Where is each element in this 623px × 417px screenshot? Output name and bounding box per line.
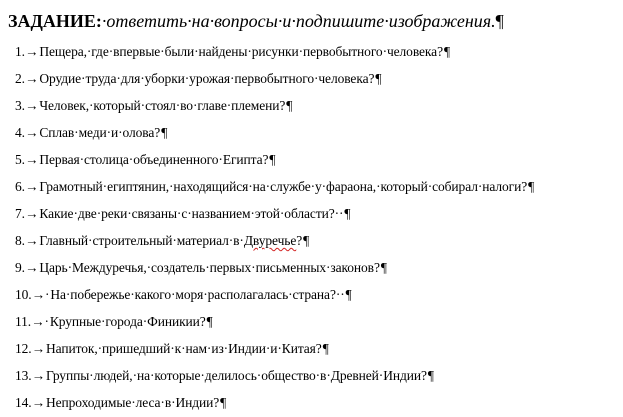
tab-arrow-mark: → <box>24 179 39 194</box>
question-text: Напиток,·пришедший·к·нам·из·Индии·и·Китая? <box>45 341 322 356</box>
task-instruction: ·ответить·на·вопросы·и·подпишите·изображения. <box>101 11 496 31</box>
tab-arrow-mark: → <box>24 152 39 167</box>
question-text: Орудие·труда·для·уборки·урожая·первобытного·человека? <box>39 71 375 86</box>
tab-arrow-mark: → <box>24 125 39 140</box>
question-text-end: ? <box>296 233 303 248</box>
question-number: 14. <box>15 395 32 410</box>
question-number: 2. <box>15 71 25 86</box>
pilcrow-mark: ¶ <box>161 125 168 140</box>
question-item <box>15 335 620 362</box>
question-text: Крупные·города·Финикии? <box>49 314 206 329</box>
pilcrow-mark: ¶ <box>528 179 535 194</box>
question-text: Какие·две·реки·связаны·с·названием·этой·области?·· <box>39 206 344 221</box>
pilcrow-mark: ¶ <box>220 395 227 410</box>
question-list <box>15 38 620 416</box>
question-item <box>15 254 620 281</box>
question-number: 10. <box>15 287 32 302</box>
question-number: 7. <box>15 206 25 221</box>
question-number: 8. <box>15 233 25 248</box>
question-item <box>15 362 620 389</box>
question-number: 1. <box>15 44 25 59</box>
question-item <box>15 146 620 173</box>
question-text: Сплав·меди·и·олова? <box>39 125 161 140</box>
spellcheck-flagged-word: Двуречье <box>243 233 297 248</box>
tab-arrow-mark: → <box>24 233 39 248</box>
question-text: Первая·столица·объединенного·Египта? <box>39 152 269 167</box>
task-heading <box>8 9 504 33</box>
question-number: 4. <box>15 125 25 140</box>
pilcrow-mark: ¶ <box>495 11 504 31</box>
question-number: 5. <box>15 152 25 167</box>
question-item <box>15 119 620 146</box>
tab-arrow-mark: → <box>24 71 39 86</box>
question-text: Группы·людей,·на·которые·делилось·общество·в·Древней·Индии? <box>45 368 427 383</box>
question-number: 12. <box>15 341 32 356</box>
tab-arrow-mark: → <box>31 395 45 410</box>
pilcrow-mark: ¶ <box>286 98 293 113</box>
question-number: 9. <box>15 260 25 275</box>
question-number: 11. <box>15 314 32 329</box>
tab-arrow-mark: →· <box>31 287 50 302</box>
question-text: Грамотный·египтянин,·находящийся·на·службе·у·фараона,·который·собирал·налоги? <box>39 179 528 194</box>
question-text: На·побережье·какого·моря·располагалась·страна?·· <box>50 287 345 302</box>
tab-arrow-mark: → <box>24 260 39 275</box>
pilcrow-mark: ¶ <box>206 314 213 329</box>
question-item <box>15 38 620 65</box>
question-text: Человек,·который·стоял·во·главе·племени? <box>39 98 286 113</box>
question-number: 6. <box>15 179 25 194</box>
question-item <box>15 173 620 200</box>
tab-arrow-mark: →· <box>31 314 49 329</box>
question-item <box>15 200 620 227</box>
question-number: 13. <box>15 368 32 383</box>
pilcrow-mark: ¶ <box>427 368 434 383</box>
question-item <box>15 65 620 92</box>
question-item <box>15 308 620 335</box>
pilcrow-mark: ¶ <box>303 233 310 248</box>
tab-arrow-mark: → <box>31 368 45 383</box>
pilcrow-mark: ¶ <box>344 206 351 221</box>
question-item <box>15 227 620 254</box>
question-text: Царь·Междуречья,·создатель·первых·письменных·законов? <box>39 260 380 275</box>
question-number: 3. <box>15 98 25 113</box>
pilcrow-mark: ¶ <box>269 152 276 167</box>
question-text: Пещера,·где·впервые·были·найдены·рисунки·первобытного·человека? <box>39 44 443 59</box>
pilcrow-mark: ¶ <box>375 71 382 86</box>
question-item <box>15 281 620 308</box>
pilcrow-mark: ¶ <box>380 260 387 275</box>
pilcrow-mark: ¶ <box>345 287 352 302</box>
tab-arrow-mark: → <box>24 206 39 221</box>
task-label: ЗАДАНИЕ: <box>8 11 102 31</box>
tab-arrow-mark: → <box>31 341 45 356</box>
question-item <box>15 389 620 416</box>
question-text: Непроходимые·леса·в·Индии? <box>45 395 220 410</box>
pilcrow-mark: ¶ <box>443 44 450 59</box>
tab-arrow-mark: → <box>24 98 39 113</box>
question-item <box>15 92 620 119</box>
pilcrow-mark: ¶ <box>322 341 329 356</box>
tab-arrow-mark: → <box>24 44 39 59</box>
question-text: Главный·строительный·материал·в· <box>39 233 244 248</box>
